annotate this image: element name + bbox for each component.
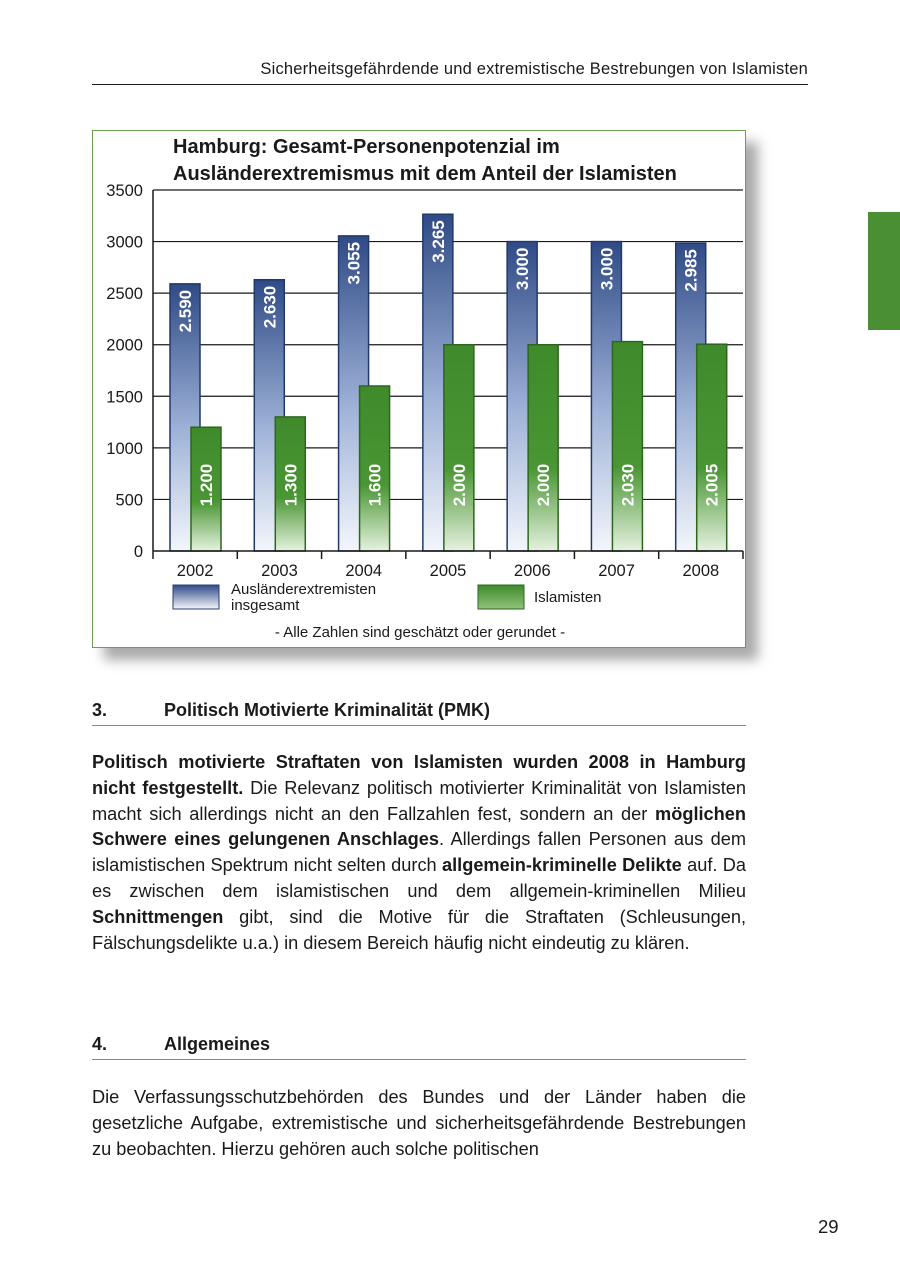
data-label: 1.200 — [197, 463, 216, 507]
legend-swatch-auslaenderextremisten — [173, 585, 219, 609]
section-3-heading — [92, 700, 746, 726]
section-3-number: 3. — [92, 700, 108, 720]
para-text-1: Die Relevanz politisch motivierter Kriminalität von Islamisten macht sich allerdings nicht an den Fallzahlen fest, sondern an der — [92, 777, 746, 824]
x-tick-label: 2006 — [513, 562, 551, 580]
data-label: 1.300 — [281, 463, 301, 507]
para-bold-3: allgemein-kriminelle Delikte — [441, 855, 682, 876]
data-label: 2.000 — [534, 463, 554, 507]
legend-label-islamisten: Islamisten — [534, 589, 602, 606]
x-tick-label: 2002 — [176, 562, 214, 580]
page-number: 29 — [818, 1216, 839, 1237]
section-3-paragraph — [92, 750, 746, 956]
section-4-paragraph: Die Verfassungsschutzbehörden des Bundes und der Länder haben die gesetzliche Aufgabe, extremistische und sicherheitsgefährdende Bestrebungen zu beobachten. Hierzu gehören auch solche politischen — [92, 1087, 746, 1159]
x-tick-label: 2007 — [598, 562, 635, 580]
x-tick-label: 2003 — [261, 562, 298, 580]
para-bold-4: Schnittmengen — [92, 906, 224, 927]
para-bold-2: möglichen Schwere eines gelungenen Anschlages — [92, 803, 746, 850]
chart-frame — [92, 130, 746, 648]
data-label: 1.600 — [365, 463, 385, 507]
bar-islamisten — [697, 344, 727, 551]
bar-islamisten — [444, 345, 474, 551]
y-tick-label: 3000 — [106, 233, 143, 252]
bar-islamisten — [612, 342, 642, 551]
running-header: Sicherheitsgefährdende und extremistische Bestrebungen von Islamisten — [260, 60, 808, 78]
chart-title-line-1: Hamburg: Gesamt-Personenpotenzial im — [173, 136, 560, 158]
chart-title-line-2: Ausländerextremismus mit dem Anteil der Islamisten — [173, 163, 677, 185]
data-label: 2.590 — [176, 289, 195, 333]
data-label: 2.630 — [260, 285, 280, 329]
y-tick-label: 2500 — [106, 285, 143, 304]
legend-label-line-1: Ausländerextremisten — [231, 581, 377, 598]
x-tick-label: 2008 — [682, 562, 720, 580]
y-tick-label: 3500 — [106, 182, 143, 200]
x-tick-label: 2004 — [345, 562, 383, 580]
data-label: 3.000 — [597, 247, 617, 291]
data-label: 3.265 — [428, 220, 448, 263]
section-4-number: 4. — [92, 1034, 108, 1054]
y-tick-label: 0 — [133, 543, 143, 561]
y-tick-label: 2000 — [106, 336, 143, 355]
para-text-4: gibt, sind die Motive für die Straftaten (Schleusungen, Fälschungsdelikte u.a.) in diesem Bereich häufig nicht eindeutig zu klären. — [92, 906, 746, 953]
section-3-title: Politisch Motivierte Kriminalität (PMK) — [164, 700, 491, 720]
para-text-2: . Allerdings fallen Personen aus dem islamistischen Spektrum nicht selten durch — [92, 829, 747, 876]
x-tick-label: 2005 — [429, 562, 467, 580]
legend-label-line-2: insgesamt — [231, 597, 300, 614]
data-label: 2.030 — [618, 463, 638, 507]
data-label: 2.985 — [681, 249, 701, 292]
data-label: 2.005 — [702, 463, 722, 507]
bar-chart — [93, 131, 747, 649]
data-label: 3.055 — [344, 241, 364, 285]
y-tick-label: 1500 — [106, 388, 143, 407]
section-4-heading — [92, 1034, 746, 1060]
y-tick-label: 1000 — [106, 439, 143, 458]
chapter-tab-marker — [868, 212, 900, 330]
header-rule — [92, 84, 808, 85]
section-4-title: Allgemeines — [164, 1034, 271, 1054]
y-tick-label: 500 — [115, 491, 143, 510]
data-label: 3.000 — [513, 247, 533, 291]
data-label: 2.000 — [449, 463, 469, 507]
legend-swatch-islamisten — [478, 585, 524, 609]
para-bold-1: Politisch motivierte Straftaten von Islamisten wurden 2008 in Hamburg nicht festgestellt. — [92, 752, 746, 798]
para-text-3: auf. Da es zwischen dem islamistischen und dem allgemein-kriminellen Milieu — [92, 855, 746, 901]
bar-islamisten — [528, 345, 558, 551]
chart-footnote: - Alle Zahlen sind geschätzt oder gerundet - — [274, 624, 566, 641]
